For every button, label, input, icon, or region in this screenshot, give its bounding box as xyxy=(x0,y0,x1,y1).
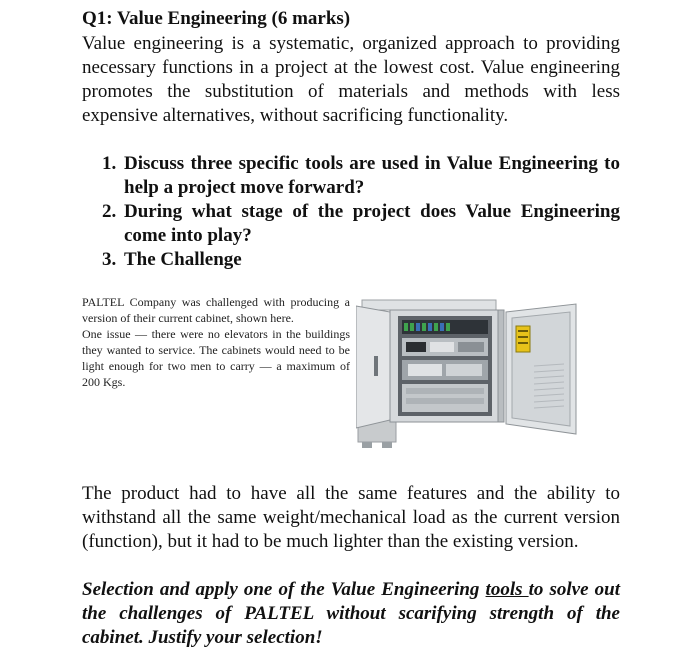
case-study-text xyxy=(82,294,350,390)
item-number: 2. xyxy=(102,201,117,222)
case-paragraph-1: PALTEL Company was challenged with producing a version of their current cabinet, shown here. xyxy=(82,295,350,325)
question-item-2 xyxy=(102,200,620,248)
cabinet-photo xyxy=(356,296,582,448)
question-item-1 xyxy=(102,152,620,200)
case-paragraph-2: One issue — there were no elevators in the buildings they wanted to service. The cabinets would need to be light enough for two men to carry — a maximum of 200 Kgs. xyxy=(82,327,350,389)
product-paragraph: The product had to have all the same features and the ability to withstand all the same weight/mechanical load as the current version (function), but it had to be much lighter than the existing version. xyxy=(82,483,620,552)
item-text: During what stage of the project does Value Engineering come into play? xyxy=(124,201,620,246)
item-number: 1. xyxy=(102,153,117,174)
question-title: Q1: Value Engineering (6 marks) xyxy=(82,8,351,29)
task-tools-word: tools xyxy=(485,579,529,600)
task-text-start: Selection and apply one of the Value Engineering xyxy=(82,579,486,600)
question-item-3 xyxy=(102,248,620,272)
item-text: The Challenge xyxy=(124,249,242,270)
item-text: Discuss three specific tools are used in Value Engineering to help a project move forward? xyxy=(124,153,620,198)
item-number: 3. xyxy=(102,249,117,270)
task-text-end: to solve out the challenges of PALTEL without scarifying strength of the cabinet. Justify your selection! xyxy=(82,579,620,648)
task-paragraph xyxy=(82,578,620,650)
intro-paragraph: Value engineering is a systematic, organized approach to providing necessary functions in a project at the lowest cost. Value engineering promotes the substitution of materials and methods with less expensive alternatives, without sacrificing functionality. xyxy=(82,33,620,126)
